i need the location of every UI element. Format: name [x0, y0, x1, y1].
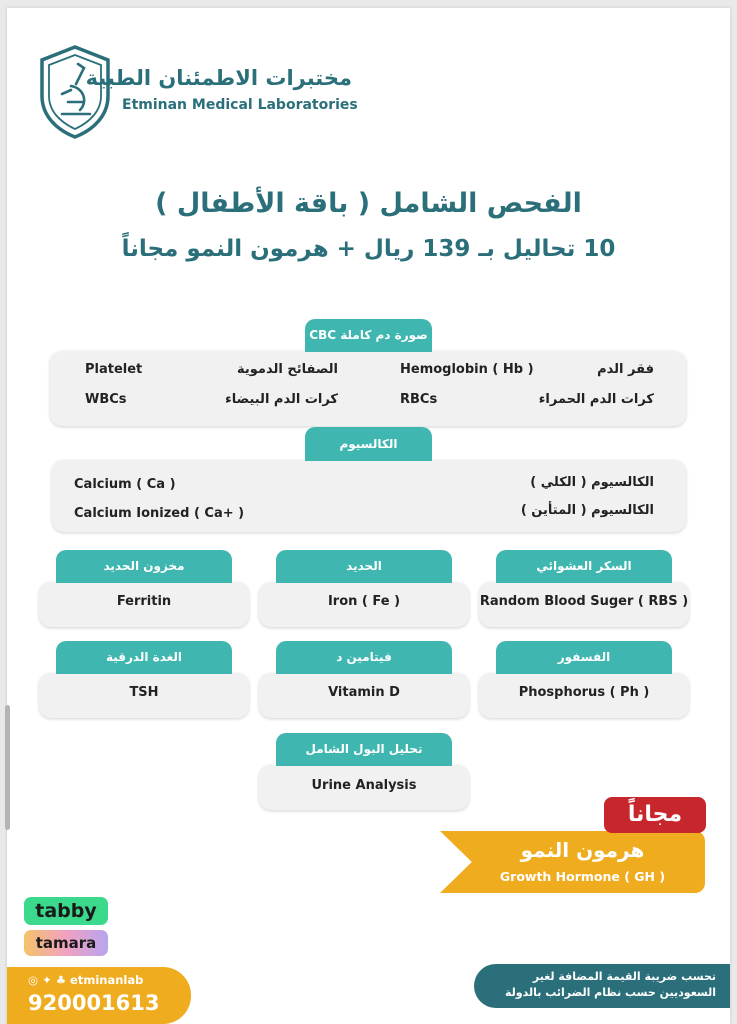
test-tab: السكر العشوائي — [496, 550, 672, 583]
cbc-item-en: WBCs — [85, 392, 127, 407]
calcium-item-ar: الكالسيوم ( المتأين ) — [520, 503, 654, 518]
brand-name-arabic: مختبرات الاطمئنان الطبية — [85, 66, 352, 90]
brand-name-english: Etminan Medical Laboratories — [122, 97, 358, 113]
vat-note-line: تحسب ضريبة القيمة المضافة لغير — [532, 970, 716, 983]
calcium-tab: الكالسيوم — [305, 427, 432, 461]
cbc-item-ar: الصفائح الدموية — [237, 362, 338, 377]
vat-note-line: السعوديين حسب نظام الضرائب بالدولة — [505, 986, 716, 999]
test-name: Vitamin D — [328, 685, 400, 700]
test-name: Random Blood Suger ( RBS ) — [479, 594, 689, 609]
test-tab: تحليل البول الشامل — [276, 733, 452, 766]
cbc-item-en: RBCs — [400, 392, 438, 407]
package-title: الفحص الشامل ( باقة الأطفال ) — [155, 188, 582, 219]
test-name: Urine Analysis — [311, 778, 417, 793]
free-badge: مجاناً — [604, 797, 706, 833]
growth-hormone-arabic: هرمون النمو — [520, 838, 645, 862]
tabby-logo: tabby — [24, 897, 108, 925]
test-tab: الحديد — [276, 550, 452, 583]
calcium-box — [52, 460, 686, 532]
test-tab: الفسفور — [496, 641, 672, 674]
social-handle: etminanlab — [70, 973, 144, 987]
scrollbar[interactable] — [5, 705, 10, 830]
test-tab: فيتامين د — [276, 641, 452, 674]
test-tab: مخزون الحديد — [56, 550, 232, 583]
growth-hormone-english: Growth Hormone ( GH ) — [499, 869, 666, 884]
test-name: Phosphorus ( Ph ) — [518, 685, 650, 700]
calcium-item-ar: الكالسيوم ( الكلي ) — [530, 475, 654, 490]
test-tab: الغدة الدرقية — [56, 641, 232, 674]
test-name: TSH — [129, 685, 159, 700]
snapchat-icon: ♣ — [55, 973, 67, 987]
cbc-item-ar: كرات الدم الحمراء — [538, 392, 654, 407]
cbc-tab: صورة دم كاملة CBC — [305, 319, 432, 352]
cbc-item-en: Platelet — [85, 362, 143, 377]
calcium-item-en: Calcium Ionized ( Ca+ ) — [74, 506, 245, 521]
package-subtitle: 10 تحاليل بـ 139 ريال + هرمون النمو مجاناً — [121, 236, 616, 262]
phone-number: 920001613 — [28, 991, 160, 1015]
social-row — [28, 973, 143, 987]
instagram-icon: ◎ — [28, 973, 39, 987]
cbc-item-en: Hemoglobin ( Hb ) — [400, 362, 534, 377]
test-name: Ferritin — [116, 594, 172, 609]
twitter-icon: ✦ — [42, 973, 52, 987]
calcium-item-en: Calcium ( Ca ) — [74, 477, 176, 492]
cbc-item-ar: فقر الدم — [597, 362, 654, 377]
tamara-logo: tamara — [24, 930, 108, 956]
cbc-item-ar: كرات الدم البيضاء — [225, 392, 338, 407]
test-name: Iron ( Fe ) — [327, 594, 401, 609]
microscope-logo-icon — [38, 44, 112, 140]
